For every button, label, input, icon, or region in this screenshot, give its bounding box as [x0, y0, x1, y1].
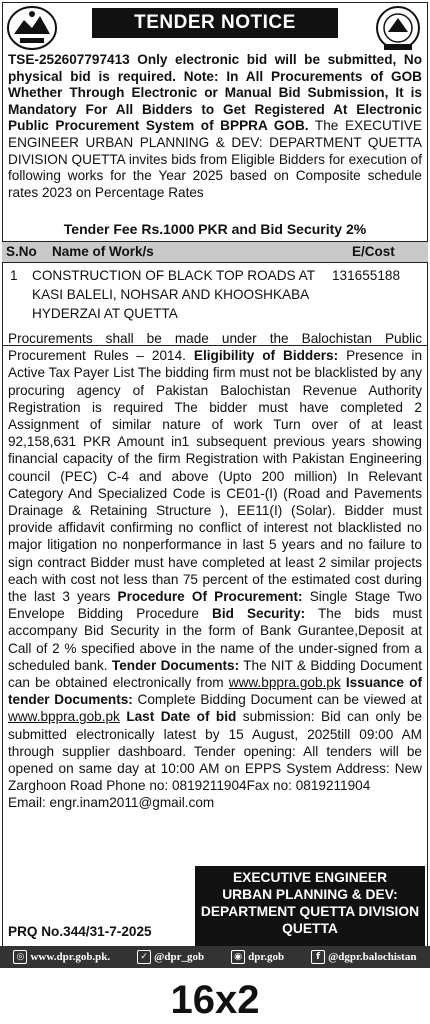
procurement-rules-text: Procurements shall be made under the Balochistan Public Procurement Rules – 2014. [8, 331, 422, 364]
bppra-link-2[interactable]: www.bppra.gob.pk [8, 709, 120, 725]
department-seal-icon [370, 4, 426, 54]
last-date-label: Last Date of bid [126, 709, 237, 725]
ad-size-label: 16x2 [170, 978, 260, 1022]
header-work-name: Name of Work/s [52, 244, 154, 259]
procedure-text: Single Stage Two Envelope Bidding Procedure [8, 589, 423, 622]
government-seal-icon [4, 4, 60, 54]
website-text: www.dpr.gob.pk. [30, 951, 111, 963]
invitation-text: The EXECUTIVE ENGINEER URBAN PLANNING & DEV: DEPARTMENT QUETTA DIVISION QUETTA invites bids from Eligible Bidders for execution of following works for the Year 2025 based on Composite schedule rates 2023 on Percentage Rates [8, 118, 422, 200]
page-title: TENDER NOTICE [92, 8, 338, 38]
facebook-item[interactable] [311, 950, 416, 964]
twitter-text: @dpr_gob [154, 951, 205, 963]
signature-line-3: DEPARTMENT QUETTA DIVISION [200, 904, 420, 919]
signature-line-2: URBAN PLANNING & DEV: [222, 887, 398, 902]
last-date-text: submission: Bid can only be submitted electronically latest by 15 August, 2025till 09:00 AM through supplier dashboard. Tender opening: All tenders will be opened on same day at 10:00 AM on EPPS System Address: New Zarghoon Road Phone no: 0819211904Fax no: 0819211904 [8, 709, 423, 794]
tender-documents-text: The NIT & Bidding Document can be obtained electronically from [8, 657, 423, 691]
instagram-text: dpr.gob [248, 951, 285, 963]
procedure-label: Procedure Of Procurement: [117, 589, 303, 605]
globe-icon: ◎ [13, 950, 27, 964]
instagram-icon: ◉ [231, 950, 245, 964]
tender-documents-label: Tender Documents: [111, 657, 240, 673]
eligibility-label: Eligibility of Bidders: [193, 348, 339, 364]
instagram-item[interactable] [231, 950, 284, 964]
signature-line-1: EXECUTIVE ENGINEER [232, 870, 388, 885]
tender-fee-line: Tender Fee Rs.1000 PKR and Bid Security 2% [63, 221, 367, 237]
social-footer [0, 946, 430, 968]
header-sno: S.No [6, 244, 37, 259]
email-line: Email: engr.inam2011@gmail.com [8, 795, 215, 811]
signature-line-4: QUETTA [282, 921, 338, 936]
header-estimated-cost: E/Cost [352, 244, 395, 259]
row-sno: 1 [10, 268, 18, 283]
conditions-paragraph [8, 330, 422, 812]
bid-security-text: The bids must accompany Bid Security in the form of Bank Gurantee,Deposit at Call of 2 % specified above in the name of the under-signed from a scheduled bank. [8, 606, 422, 673]
issuance-text: Complete Bidding Document can be viewed at [132, 692, 422, 708]
eligibility-text: Presence in Active Tax Payer List The bidding firm must not be blacklisted by any procuring agency of Pakistan Balochistan Revenue Authority Registration is required The bidder must have completed 2 Assignment of similar nature of work Turn over of at least 92,158,631 PKR Amount in1 subsequent previous years showing financial capacity of the firm Registration with Pakistan Engineering council (PEC) C-4 and above (Upto 200 million) In Relevant Category And Specialized Code is CE01-(I) (Road and Pavements Drainage & Retaining Structure ), EE11(I) (Solar). Bidder must provide affidavit confirming no conflict of interest not blacklisted no major litigation no nonperformance in last 5 years and no failure to sign contract Bidder must have completed at least 2 similar projects each with cost not less than 75 percent of the estimated cost during the last 3 years [8, 348, 423, 605]
prq-number: PRQ No.344/31-7-2025 [8, 924, 152, 939]
row-work-name: CONSTRUCTION OF BLACK TOP ROADS AT KASI BALELI, NOHSAR AND KHOOSHKABA HYDERZAI AT QUETTA [32, 268, 315, 321]
twitter-item[interactable] [137, 950, 204, 964]
bppra-link-1[interactable]: www.bppra.gob.pk [228, 675, 341, 691]
tse-statement: TSE-252607797413 Only electronic bid will be submitted, No physical bid is required. Note: In All Procurements of GOB Whether Through Electronic or Manual Bid Submission, It is Mandatory For All Bidders to Get Registered At Electronic Public Procurement System of BPPRA GOB. [8, 52, 422, 134]
table-header [2, 242, 428, 263]
twitter-icon: ✓ [137, 950, 151, 964]
bid-security-label: Bid Security: [212, 606, 306, 622]
facebook-text: @dgpr.balochistan [328, 951, 417, 963]
row-cost: 131655188 [332, 268, 401, 283]
signature-block [195, 866, 425, 952]
facebook-icon: f [311, 950, 325, 964]
intro-paragraph [8, 52, 422, 201]
website-item[interactable] [13, 950, 110, 964]
issuance-label: Issuance of tender Documents: [8, 675, 422, 708]
